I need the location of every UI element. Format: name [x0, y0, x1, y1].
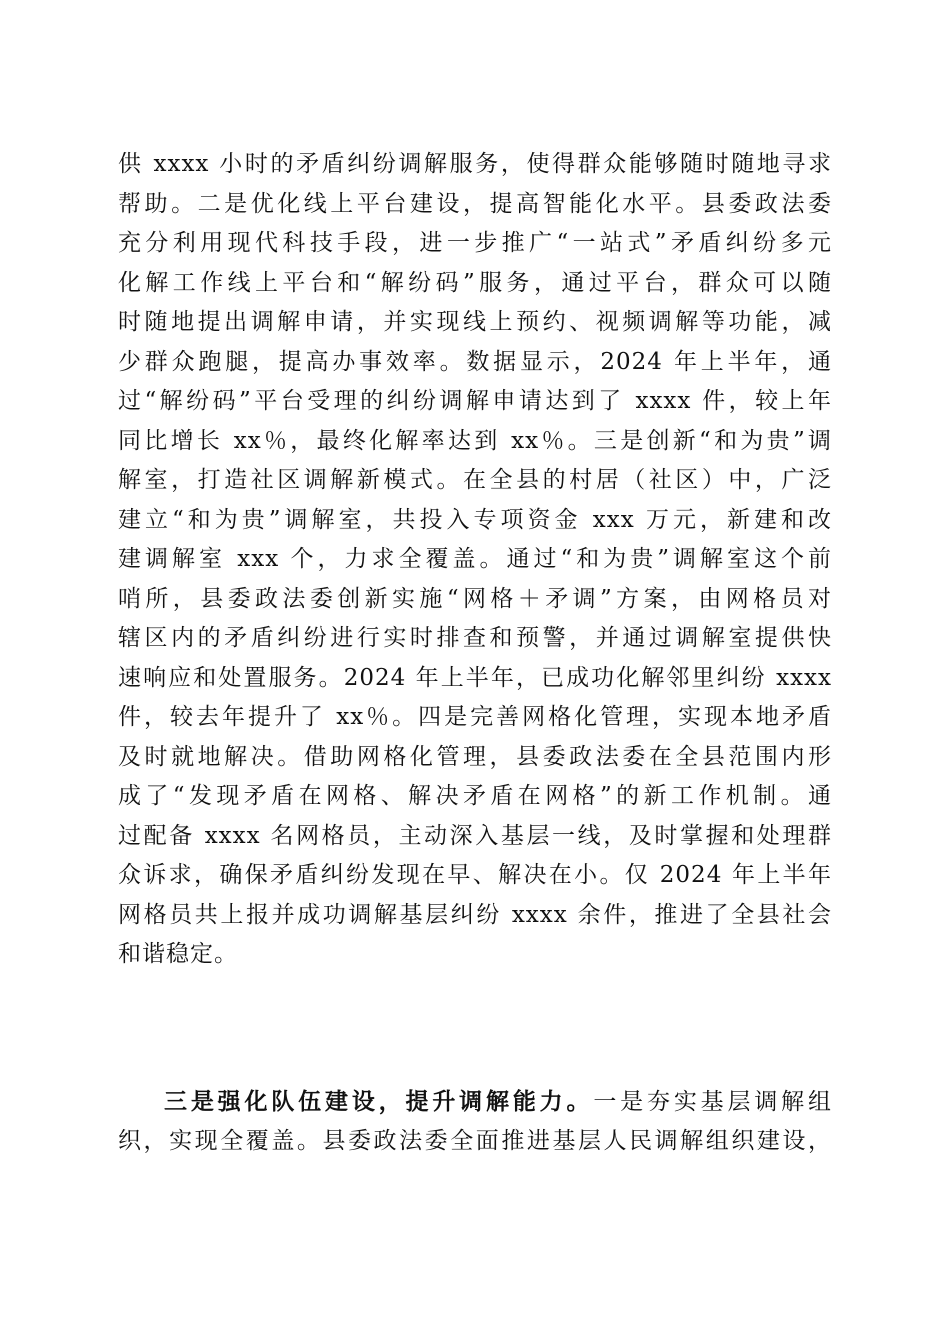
- text-line: 同比增长 xx％，最终化解率达到 xx％。三是创新“和为贵”调: [118, 427, 832, 454]
- text-line: 成了“发现矛盾在网格、解决矛盾在网格”的新工作机制。通: [118, 783, 832, 809]
- section-heading: 三是强化队伍建设，提升调解能力。: [164, 1088, 594, 1115]
- text-line: 过配备 xxxx 名网格员，主动深入基层一线，及时掌握和处理群: [118, 822, 832, 849]
- heading-continuation: 一是夯实基层调解组: [593, 1089, 833, 1115]
- text-line: 帮助。二是优化线上平台建设，提高智能化水平。县委政法委: [118, 190, 832, 217]
- text-line: [118, 1082, 832, 1122]
- paragraph-1: [118, 145, 832, 975]
- text-line: 速响应和处置服务。2024 年上半年，已成功化解邻里纠纷 xxxx: [118, 664, 832, 691]
- paragraph-2: [118, 1082, 832, 1161]
- text-line: 网格员共上报并成功调解基层纠纷 xxxx 余件，推进了全县社会: [118, 901, 832, 928]
- text-line: 供 xxxx 小时的矛盾纠纷调解服务，使得群众能够随时随地寻求: [118, 151, 832, 177]
- text-line: 哨所，县委政法委创新实施“网格＋矛调”方案，由网格员对: [118, 585, 832, 612]
- text-line: 辖区内的矛盾纠纷进行实时排查和预警，并通过调解室提供快: [118, 625, 832, 651]
- text-line: 众诉求，确保矛盾纠纷发现在早、解决在小。仅 2024 年上半年: [118, 862, 832, 888]
- text-line: 过“解纷码”平台受理的纠纷调解申请达到了 xxxx 件，较上年: [118, 388, 832, 414]
- text-line: 建立“和为贵”调解室，共投入专项资金 xxx 万元，新建和改: [118, 506, 832, 533]
- text-line: 及时就地解决。借助网格化管理，县委政法委在全县范围内形: [118, 743, 832, 770]
- text-line: 化解工作线上平台和“解纷码”服务，通过平台，群众可以随: [118, 269, 832, 296]
- text-line: 少群众跑腿，提高办事效率。数据显示，2024 年上半年，通: [118, 348, 832, 375]
- text-line: 解室，打造社区调解新模式。在全县的村居（社区）中，广泛: [118, 467, 832, 493]
- text-line: 件，较去年提升了 xx％。四是完善网格化管理，实现本地矛盾: [118, 704, 832, 730]
- text-line: 织，实现全覆盖。县委政法委全面推进基层人民调解组织建设，: [118, 1127, 832, 1154]
- text-line: 建调解室 xxx 个，力求全覆盖。通过“和为贵”调解室这个前: [118, 546, 832, 572]
- text-line: 和谐稳定。: [118, 941, 238, 967]
- text-line: 充分利用现代科技手段，进一步推广“一站式”矛盾纠纷多元: [118, 230, 832, 256]
- text-line: 时随地提出调解申请，并实现线上预约、视频调解等功能，减: [118, 309, 832, 335]
